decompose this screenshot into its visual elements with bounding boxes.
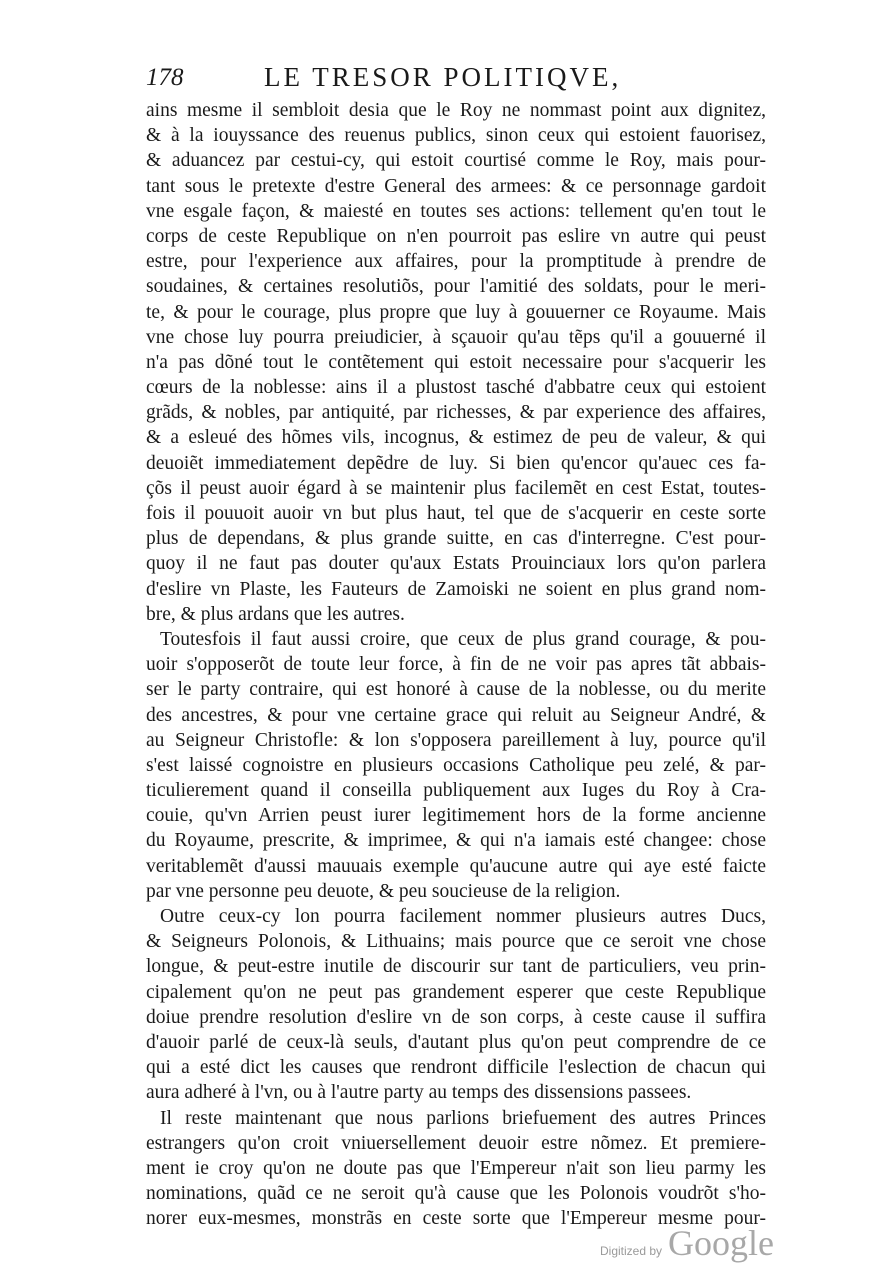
text-line: du Royaume, prescrite, & imprimee, & qui n'a iamais esté changee: chose (146, 830, 766, 852)
text-line: & Seigneurs Polonois, & Lithuains; mais pource que ce seroit vne chose (146, 931, 766, 953)
text-line: ment ie croy qu'on ne doute pas que l'Empereur n'ait son lieu parmy les (146, 1157, 766, 1179)
running-title: LE TRESOR POLITIQVE, (264, 62, 622, 92)
digitized-watermark (600, 1222, 774, 1262)
text-line: des ancestres, & pour vne certaine grace qui reluit au Seigneur André, & (146, 704, 766, 726)
page-header (146, 60, 786, 96)
text-line: par vne personne peu deuote, & peu soucieuse de la religion. (146, 880, 621, 902)
text-line: fois il pouuoit auoir vn but plus haut, tel que de s'acquerir en ceste sorte (146, 503, 766, 524)
text-line: vne chose luy pourra preiudicier, à sçauoir qu'au tẽps qu'il a gouuerné il (146, 326, 766, 348)
text-line: cœurs de la noblesse: ains il a plustost tasché d'abbatre ceux qui estoient (146, 377, 766, 399)
text-line: d'eslire vn Plaste, les Fauteurs de Zamoiski ne soient en plus grand nom- (146, 578, 766, 600)
text-line: au Seigneur Christofle: & lon s'opposera pareillement à luy, pource qu'il (146, 729, 766, 751)
digitized-by-label: Digitized by (600, 1244, 663, 1258)
text-line: deuoiẽt immediatement depẽdre de luy. Si bien qu'encor qu'auec ces fa- (146, 452, 766, 474)
text-line: tant sous le pretexte d'estre General des armees: & ce personnage gardoit (146, 175, 766, 197)
text-line: te, & pour le courage, plus propre que luy à gouuerner ce Royaume. Mais (146, 301, 766, 323)
paragraph-first-line: Outre ceux-cy lon pourra facilement nommer plusieurs autres Ducs, (160, 906, 766, 927)
text-line: & à la iouyssance des reuenus publics, sinon ceux qui estoient fauorisez, (146, 125, 766, 147)
google-logo: Google (668, 1223, 775, 1263)
text-line: norer eux-mesmes, monstrãs en ceste sorte que l'Empereur mesme pour- (146, 1208, 766, 1230)
text-line: & a esleué des hõmes vils, incognus, & estimez de peu de valeur, & qui (146, 427, 766, 449)
text-line: ticulierement quand il conseilla publiquement aux Iuges du Roy à Cra- (146, 780, 766, 802)
text-line: soudaines, & certaines resolutiõs, pour l'amitié des soldats, pour le meri- (146, 276, 766, 298)
text-line: d'auoir parlé de ceux-là seuls, d'autant plus qu'on peut comprendre de ce (146, 1031, 766, 1053)
text-line: plus de dependans, & plus grande suitte, en cas d'interregne. C'est pour- (146, 528, 766, 550)
text-line: quoy il ne faut pas douter qu'aux Estats Prouinciaux lors qu'on parlera (146, 553, 766, 575)
text-line: cipalement qu'on ne peut pas grandement esperer que ceste Republique (146, 981, 766, 1003)
text-line: grãds, & nobles, par antiquité, par richesses, & par experience des affaires, (146, 402, 766, 424)
text-line: veritablemẽt d'aussi mauuais exemple qu'aucune autre qui aye esté faicte (146, 855, 766, 877)
text-line: ains mesme il sembloit desia que le Roy ne nommast point aux dignitez, (146, 100, 766, 121)
text-line: estrangers qu'on croit vniuersellement deuoir estre nõmez. Et premiere- (146, 1132, 766, 1154)
text-line: uoir s'opposerõt de toute leur force, à fin de ne voir pas apres tãt abbais- (146, 654, 766, 676)
text-line: corps de ceste Republique on n'en pourroit pas eslire vn autre qui peust (146, 225, 766, 247)
text-line: bre, & plus ardans que les autres. (146, 603, 405, 625)
page-number: 178 (146, 64, 184, 91)
text-line: s'est laissé cognoistre en plusieurs occasions Catholique peu zelé, & par- (146, 754, 766, 776)
text-line: qui a esté dict les causes que rendront difficile l'eslection de chacun qui (146, 1057, 766, 1079)
body-text (146, 98, 766, 1231)
text-line: aura adheré à l'vn, ou à l'autre party au temps des dissensions passees. (146, 1082, 692, 1104)
paragraph-first-line: Toutesfois il faut aussi croire, que ceux de plus grand courage, & pou- (160, 628, 766, 650)
text-line: longue, & peut-estre inutile de discourir sur tant de particuliers, veu prin- (146, 956, 766, 978)
text-line: couie, qu'vn Arrien peust iurer legitimement hors de la forme ancienne (146, 805, 766, 827)
text-line: estre, pour l'experience aux affaires, pour la promptitude à prendre de (146, 251, 766, 273)
text-line: doiue prendre resolution d'eslire vn de son corps, à ceste cause il suffira (146, 1006, 766, 1028)
text-line: çõs il peust auoir égard à se maintenir plus facilemẽt en cest Estat, toutes- (146, 477, 766, 499)
text-line: & aduancez par cestui-cy, qui estoit courtisé comme le Roy, mais pour- (146, 150, 766, 172)
text-line: vne esgale façon, & maiesté en toutes ses actions: tellement qu'en tout le (146, 200, 766, 222)
paragraph-first-line: Il reste maintenant que nous parlions briefuement des autres Princes (160, 1107, 766, 1129)
text-line: ser le party contraire, qui est honoré à cause de la noblesse, ou du merite (146, 679, 766, 701)
text-line: nominations, quãd ce ne seroit qu'à cause que les Polonois voudrõt s'ho- (146, 1183, 766, 1205)
text-line: n'a pas dõné tout le contẽtement qui estoit necessaire pour s'acquerir les (146, 351, 766, 373)
